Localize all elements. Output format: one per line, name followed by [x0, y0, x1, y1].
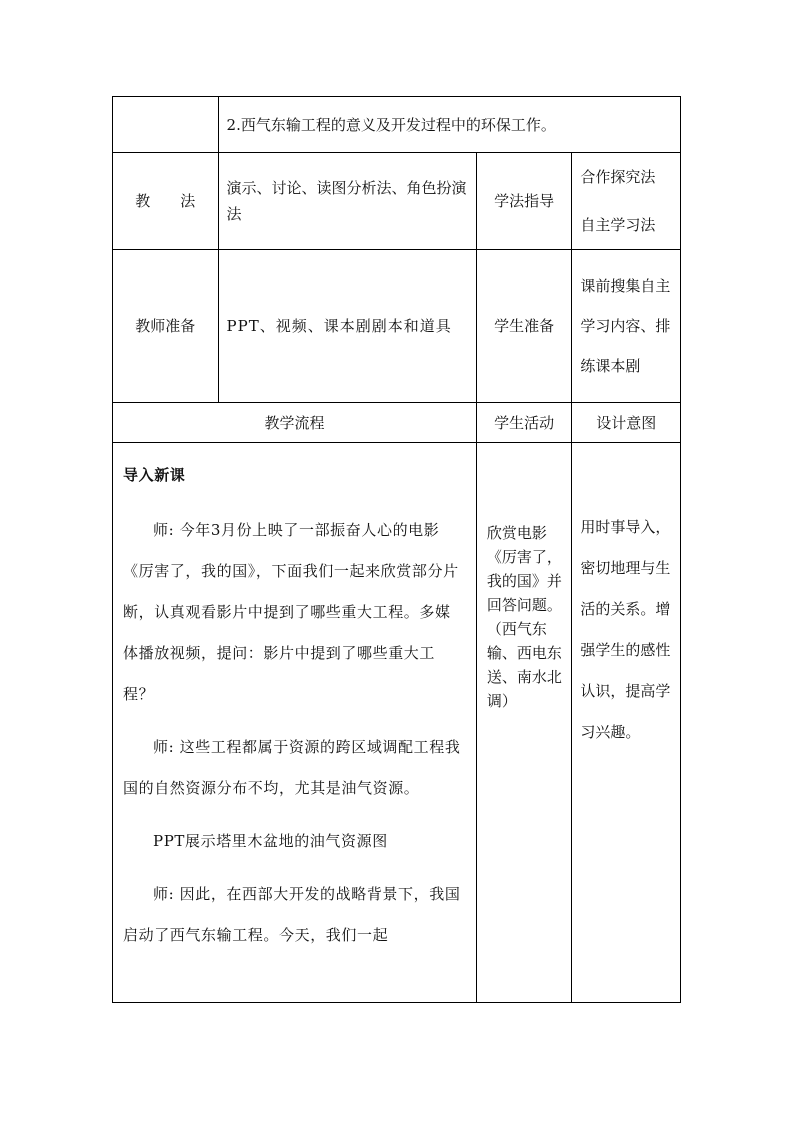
learning-guide-value	[572, 153, 681, 250]
teacher-prep-label: 教师准备	[113, 250, 219, 403]
design-intent-header: 设计意图	[572, 403, 681, 443]
learning-guide-value-2: 自主学习法	[580, 216, 656, 234]
objective-row	[113, 97, 681, 153]
student-prep-label: 学生准备	[476, 250, 572, 403]
flow-paragraph-2: 师: 这些工程都属于资源的跨区域调配工程我国的自然资源分布不均，尤其是油气资源。	[123, 738, 461, 797]
lesson-plan-table	[112, 96, 681, 1003]
flow-content-row	[113, 443, 681, 1003]
objective-label-cell	[113, 97, 219, 153]
student-activity-text: 欣赏电影《厉害了，我的国》并回答问题。（西气东输、西电东送、南水北调）	[476, 443, 572, 1003]
flow-header-row	[113, 403, 681, 443]
flow-content	[113, 443, 477, 1003]
flow-paragraph-4: 师: 因此，在西部大开发的战略背景下，我国启动了西气东输工程。今天，我们一起	[123, 885, 461, 944]
flow-paragraph-3: PPT展示塔里木盆地的油气资源图	[153, 832, 388, 850]
objective-2-text: 2.西气东输工程的意义及开发过程中的环保工作。	[218, 97, 680, 153]
student-activity-header: 学生活动	[476, 403, 572, 443]
teaching-method-label: 教 法	[113, 153, 219, 250]
section-title: 导入新课	[123, 466, 186, 484]
learning-guide-value-1: 合作探究法	[580, 168, 656, 186]
method-row	[113, 153, 681, 250]
preparation-row	[113, 250, 681, 403]
learning-guide-label: 学法指导	[476, 153, 572, 250]
teacher-prep-value: PPT、视频、课本剧剧本和道具	[218, 250, 476, 403]
flow-paragraph-1: 师: 今年3月份上映了一部振奋人心的电影《厉害了，我的国》，下面我们一起来欣赏部分片断，认真观看影片中提到了哪些重大工程。多媒体播放视频，提问：影片中提到了哪些重大工程？	[123, 521, 459, 703]
flow-header: 教学流程	[113, 403, 477, 443]
student-prep-value: 课前搜集自主学习内容、排练课本剧	[572, 250, 681, 403]
design-intent-text: 用时事导入，密切地理与生活的关系。增强学生的感性认识，提高学习兴趣。	[572, 443, 681, 1003]
teaching-method-value: 演示、讨论、读图分析法、角色扮演法	[218, 153, 476, 250]
